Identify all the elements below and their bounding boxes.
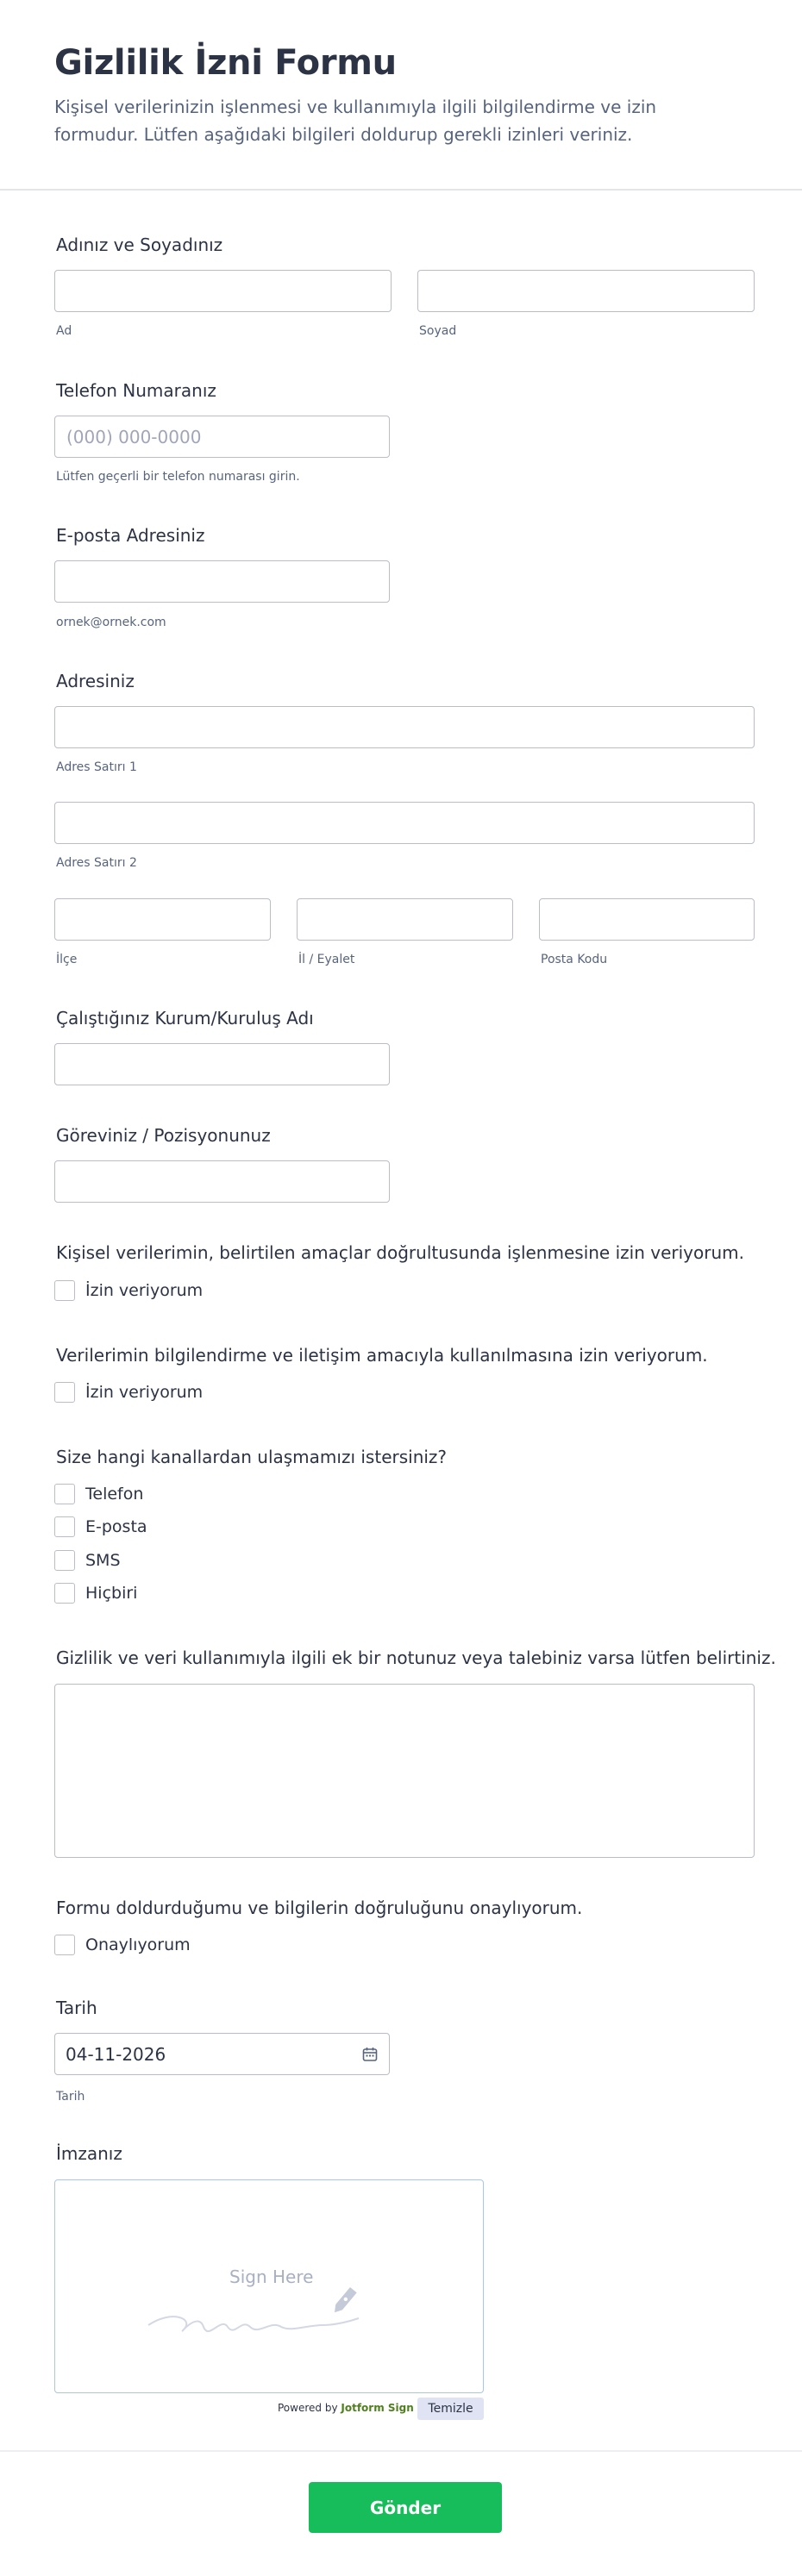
- divider: [0, 2450, 802, 2452]
- date-input[interactable]: [54, 2033, 390, 2075]
- powered-by: [278, 2402, 414, 2414]
- notes-label: Gizlilik ve veri kullanımıyla ilgili ek bir notunuz veya talebiniz varsa lütfen belirtiniz.: [56, 1648, 776, 1668]
- date-value: 04-11-2026: [66, 2043, 166, 2065]
- channel-none-checkbox[interactable]: [54, 1583, 75, 1604]
- channel-option-none[interactable]: [54, 1582, 137, 1604]
- signature-placeholder-text: Sign Here: [229, 2267, 314, 2287]
- channel-option-label: SMS: [85, 1551, 121, 1570]
- submit-button[interactable]: Gönder: [309, 2482, 502, 2533]
- powered-brand: Jotform Sign: [341, 2402, 414, 2414]
- consent-processing-option-label: İzin veriyorum: [85, 1281, 204, 1300]
- email-sublabel: ornek@ornek.com: [56, 616, 166, 629]
- form-header: [0, 0, 802, 191]
- channel-option-label: Hiçbiri: [85, 1584, 138, 1603]
- signature-placeholder-graphic: [55, 2180, 485, 2394]
- clear-signature-button[interactable]: Temizle: [417, 2398, 484, 2420]
- organization-input[interactable]: [54, 1043, 390, 1085]
- page-title: Gizlilik İzni Formu: [54, 43, 397, 83]
- channel-option-label: Telefon: [85, 1485, 144, 1504]
- phone-input[interactable]: [54, 416, 390, 458]
- channel-email-checkbox[interactable]: [54, 1516, 75, 1537]
- consent-processing-label: Kişisel verilerimin, belirtilen amaçlar doğrultusunda işlenmesine izin veriyorum.: [56, 1242, 744, 1263]
- consent-processing-option[interactable]: [54, 1279, 203, 1302]
- channel-option-email[interactable]: [54, 1516, 147, 1538]
- phone-label: Telefon Numaranız: [56, 380, 216, 401]
- address-line1-input[interactable]: [54, 706, 755, 748]
- signature-pad[interactable]: [54, 2179, 484, 2393]
- calendar-icon[interactable]: [361, 2046, 379, 2063]
- consent-communication-option[interactable]: [54, 1381, 203, 1404]
- name-label: Adınız ve Soyadınız: [56, 234, 223, 255]
- phone-sublabel: Lütfen geçerli bir telefon numarası girin.: [56, 470, 300, 484]
- position-input[interactable]: [54, 1160, 390, 1203]
- email-label: E-posta Adresiniz: [56, 525, 205, 546]
- confirmation-option[interactable]: [54, 1934, 191, 1956]
- province-sublabel: İl / Eyalet: [298, 953, 355, 966]
- channel-option-phone[interactable]: [54, 1483, 143, 1505]
- confirmation-option-label: Onaylıyorum: [85, 1935, 191, 1954]
- consent-communication-label: Verilerimin bilgilendirme ve iletişim amacıyla kullanılmasına izin veriyorum.: [56, 1345, 708, 1366]
- channel-sms-checkbox[interactable]: [54, 1550, 75, 1571]
- channel-phone-checkbox[interactable]: [54, 1484, 75, 1504]
- organization-label: Çalıştığınız Kurum/Kuruluş Adı: [56, 1008, 314, 1029]
- email-input[interactable]: [54, 560, 390, 603]
- last-name-sublabel: Soyad: [419, 324, 457, 338]
- district-input[interactable]: [54, 898, 271, 941]
- date-label: Tarih: [56, 1998, 97, 2018]
- postal-code-sublabel: Posta Kodu: [541, 953, 608, 966]
- address-label: Adresiniz: [56, 671, 135, 691]
- powered-prefix: Powered by: [278, 2402, 338, 2414]
- first-name-sublabel: Ad: [56, 324, 72, 338]
- date-sublabel: Tarih: [56, 2090, 85, 2104]
- channels-label: Size hangi kanallardan ulaşmamızı istersiniz?: [56, 1447, 448, 1467]
- page-subtitle: Kişisel verilerinizin işlenmesi ve kullanımıyla ilgili bilgilendirme ve izin formudur. Lütfen aşağıdaki bilgileri doldurup gerekli izinleri veriniz.: [54, 97, 657, 145]
- notes-textarea[interactable]: [54, 1684, 755, 1858]
- consent-processing-checkbox[interactable]: [54, 1280, 75, 1301]
- signature-label: İmzanız: [56, 2143, 122, 2164]
- confirmation-label: Formu doldurduğumu ve bilgilerin doğruluğunu onaylıyorum.: [56, 1898, 583, 1918]
- first-name-input[interactable]: [54, 270, 392, 312]
- last-name-input[interactable]: [417, 270, 755, 312]
- address-line2-input[interactable]: [54, 802, 755, 844]
- channel-option-sms[interactable]: [54, 1549, 121, 1572]
- address-line2-sublabel: Adres Satırı 2: [56, 856, 137, 870]
- consent-communication-checkbox[interactable]: [54, 1382, 75, 1403]
- address-line1-sublabel: Adres Satırı 1: [56, 760, 137, 774]
- province-input[interactable]: [297, 898, 513, 941]
- consent-communication-option-label: İzin veriyorum: [85, 1383, 204, 1402]
- channel-option-label: E-posta: [85, 1517, 147, 1536]
- confirmation-checkbox[interactable]: [54, 1935, 75, 1955]
- position-label: Göreviniz / Pozisyonunuz: [56, 1125, 271, 1146]
- postal-code-input[interactable]: [539, 898, 755, 941]
- district-sublabel: İlçe: [56, 953, 78, 966]
